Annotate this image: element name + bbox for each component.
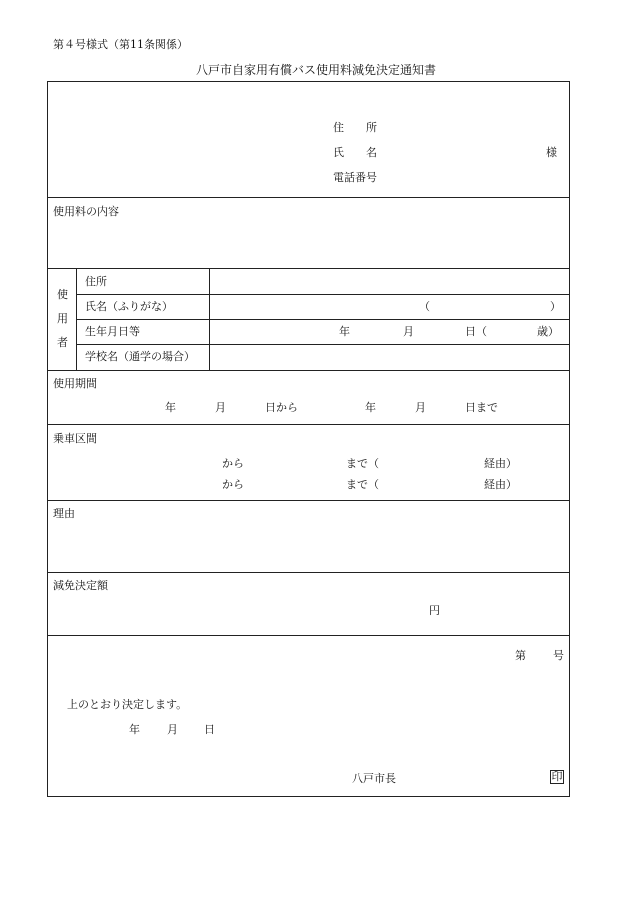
usage-content-label: 使用料の内容 <box>53 205 119 218</box>
user-group-label-1: 使 <box>57 288 68 301</box>
decision-statement: 上のとおり決定します。 <box>67 698 188 711</box>
seal-mark: 印 <box>551 770 563 783</box>
period-label: 使用期間 <box>53 377 97 390</box>
form-frame <box>47 81 570 797</box>
period-from-day: 日から <box>265 401 298 414</box>
section-from: から <box>222 478 244 491</box>
decision-day: 日 <box>204 723 215 736</box>
user-birthdate-label: 生年月日等 <box>85 325 140 338</box>
divider <box>47 635 570 636</box>
phone-label: 電話番号 <box>333 171 377 184</box>
divider <box>47 197 570 198</box>
section-via: 経由） <box>484 457 517 470</box>
divider <box>47 500 570 501</box>
decision-month: 月 <box>167 723 178 736</box>
period-from-year: 年 <box>165 401 176 414</box>
amount-unit: 円 <box>429 604 440 617</box>
birth-month: 月 <box>403 325 414 338</box>
reason-label: 理由 <box>53 507 75 520</box>
divider <box>76 268 77 370</box>
decision-year: 年 <box>129 723 140 736</box>
user-group-label-2: 用 <box>57 312 68 325</box>
mayor-label: 八戸市長 <box>352 772 396 785</box>
birth-age: 歳） <box>537 325 559 338</box>
divider <box>47 572 570 573</box>
birth-day: 日（ <box>465 325 487 338</box>
birth-year: 年 <box>339 325 350 338</box>
section-to: まで（ <box>346 457 379 470</box>
address-label: 住 所 <box>333 121 377 134</box>
name-paren-close: ） <box>550 300 561 313</box>
divider <box>76 344 570 345</box>
divider <box>76 319 570 320</box>
divider <box>47 424 570 425</box>
number-go: 号 <box>553 649 564 662</box>
honorific: 様 <box>546 146 557 159</box>
name-paren-open: （ <box>419 300 430 313</box>
form-number: 第４号様式（第11条関係） <box>53 38 188 51</box>
period-from-month: 月 <box>215 401 226 414</box>
divider <box>76 294 570 295</box>
section-via: 経由） <box>484 478 517 491</box>
user-address-label: 住所 <box>85 275 107 288</box>
divider <box>47 370 570 371</box>
document-title: 八戸市自家用有償バス使用料減免決定通知書 <box>196 63 437 77</box>
name-label: 氏 名 <box>333 146 377 159</box>
user-group-label-3: 者 <box>57 336 68 349</box>
divider <box>47 268 570 269</box>
period-to-month: 月 <box>415 401 426 414</box>
divider <box>209 268 210 370</box>
number-dai: 第 <box>515 649 526 662</box>
user-name-label: 氏名（ふりがな） <box>85 300 173 313</box>
amount-label: 減免決定額 <box>53 579 108 592</box>
user-school-label: 学校名（通学の場合） <box>85 350 195 363</box>
period-to-day: 日まで <box>465 401 498 414</box>
period-to-year: 年 <box>365 401 376 414</box>
section-label: 乗車区間 <box>53 432 97 445</box>
section-from: から <box>222 457 244 470</box>
section-to: まで（ <box>346 478 379 491</box>
